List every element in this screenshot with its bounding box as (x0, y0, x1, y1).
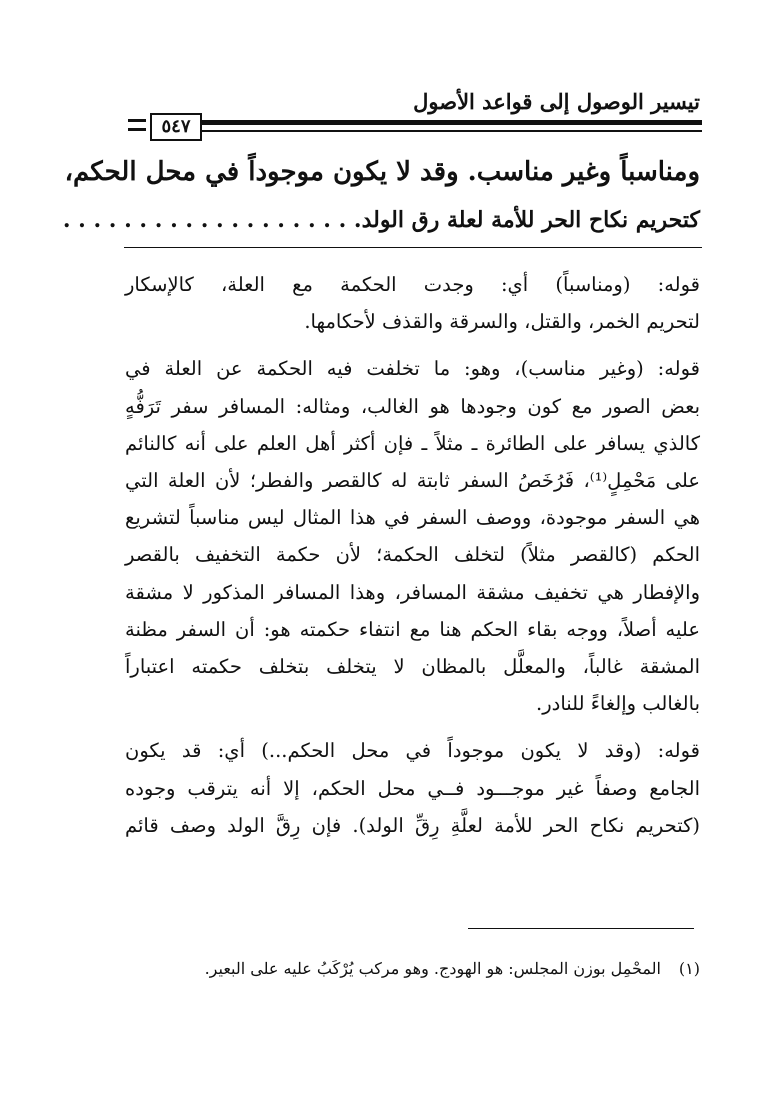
footnote-rule (468, 928, 694, 929)
commentary-line: هي السفر موجودة، ووصف السفر في هذا المثال ليس مناسباً لتشريع (125, 506, 700, 530)
matn-line-1: ومناسباً وغير مناسب. وقد لا يكون موجوداً في محل الحكم، (64, 157, 700, 187)
matn-separator-rule (124, 247, 702, 248)
commentary-line: الجامع وصفاً غير موجـــود فــي محل الحكم، إلا أنه يترقب وجوده (125, 776, 700, 800)
commentary-line: عليه أصلاً، ووجه بقاء الحكم هنا مع انتفاء حكمته هو: أن السفر مظنة (125, 617, 700, 641)
matn-line-2 (62, 196, 700, 244)
footnote (125, 956, 700, 982)
matn-block (62, 148, 700, 244)
commentary-line: المشقة غالباً، والمعلَّل بالمظان لا يتخلف بتخلف حكمته اعتباراً (125, 655, 700, 679)
page-number: ٥٤٧ (150, 113, 202, 141)
commentary-line: قوله: (وقد لا يكون موجوداً في محل الحكم...) أي: قد يكون (125, 739, 700, 763)
commentary-line: لتحريم الخمر، والقتل، والسرقة والقذف لأحكامها. (304, 310, 700, 334)
footnote-number: (١) (678, 959, 700, 978)
matn-dots: . . . . . . . . . . . . . . . . . . . (62, 207, 347, 233)
commentary-line: قوله: (ومناسباً) أي: وجدت الحكمة مع العلة، كالإسكار (125, 273, 700, 296)
header-dash-lower (128, 128, 146, 131)
header-dash-upper (128, 119, 146, 122)
commentary-line: بالغالب وإلغاءً للنادر. (536, 692, 700, 716)
running-head-title: تيسير الوصول إلى قواعد الأصول (413, 89, 700, 114)
commentary-block (125, 266, 700, 854)
footnote-text: المحْمِل بوزن المجلس: هو الهودج. وهو مركب يُرْكَبُ عليه على البعير. (204, 959, 661, 978)
header-rule-thin (202, 130, 702, 132)
commentary-paragraph-3 (125, 732, 700, 844)
commentary-line: بعض الصور مع كون وجودها هو الغالب، ومثاله: المسافر سفر تَرَفُّهٍ (125, 394, 700, 418)
commentary-line: كالذي يسافر على الطائرة ـ مثلاً ـ فإن أكثر أهل العلم على أنه كالنائم (125, 431, 700, 455)
commentary-line: والإفطار هي تخفيف مشقة المسافر، وهذا المسافر المذكور لا مشقة (125, 580, 700, 604)
matn-line-2-text: كتحريم نكاح الحر للأمة لعلة رق الولد. (353, 207, 700, 233)
commentary-line: على مَحْمِلٍ⁽¹⁾، فَرُخَصُ السفر ثابتة له كالقصر والفطر؛ لأن العلة التي (125, 469, 701, 493)
commentary-line: الحكم (كالقصر مثلاً) لتخلف الحكمة؛ لأن حكمة التخفيف بالقصر (125, 543, 700, 567)
commentary-line: قوله: (وغير مناسب)، وهو: ما تخلفت فيه الحكمة عن العلة في (125, 357, 700, 381)
commentary-line: (كتحريم نكاح الحر للأمة لعلَّةِ رِقِّ الولد). فإن رِقَّ الولد وصف قائم (125, 813, 701, 837)
commentary-paragraph-1 (125, 266, 700, 340)
commentary-paragraph-2 (125, 350, 700, 722)
header-rule-thick (202, 120, 702, 125)
